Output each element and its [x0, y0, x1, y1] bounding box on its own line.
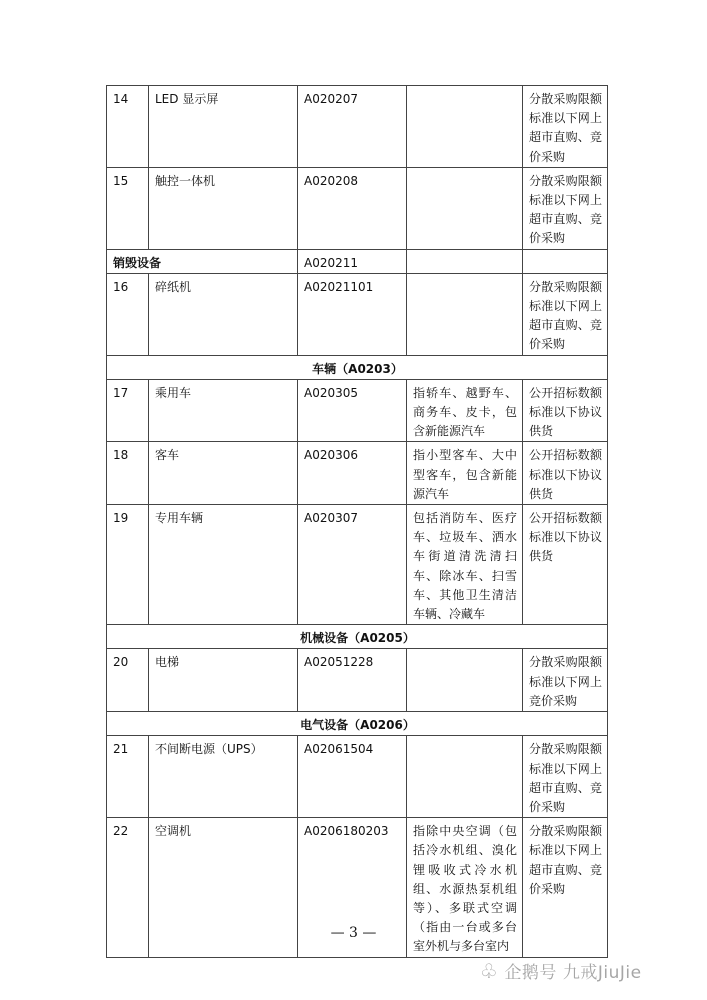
- item-name: 乘用车: [149, 379, 298, 442]
- watermark-text: 企鹅号 九戒JiuJie: [504, 963, 642, 983]
- item-name: 客车: [149, 442, 298, 505]
- procurement-method: 分散采购限额标准以下网上超市直购、竞价采购: [523, 736, 608, 818]
- item-note: 指除中央空调（包括冷水机组、溴化锂吸收式冷水机组、水源热泵机组等）、多联式空调（指由一台或多台室外机与多台室内: [407, 818, 523, 957]
- item-note: [407, 273, 523, 355]
- item-code: A020307: [298, 505, 407, 625]
- procurement-method: 分散采购限额标准以下网上超市直购、竞价采购: [523, 86, 608, 168]
- group-code: A020211: [298, 249, 407, 273]
- item-name: 碎纸机: [149, 273, 298, 355]
- item-note: 包括消防车、医疗车、垃圾车、洒水车街道清洗清扫车、除冰车、扫雪车、其他卫生清洁车辆、冷藏车: [407, 505, 523, 625]
- row-number: 19: [107, 505, 149, 625]
- section-title: 电气设备（A0206）: [107, 712, 608, 736]
- item-code: A0206180203: [298, 818, 407, 957]
- item-name: 不间断电源（UPS）: [149, 736, 298, 818]
- table-row: [107, 649, 608, 712]
- item-note: [407, 649, 523, 712]
- section-title: 车辆（A0203）: [107, 355, 608, 379]
- row-number: 22: [107, 818, 149, 957]
- row-number: 15: [107, 167, 149, 249]
- group-name: 销毁设备: [107, 249, 298, 273]
- row-number: 17: [107, 379, 149, 442]
- item-code: A02021101: [298, 273, 407, 355]
- watermark: [480, 958, 642, 983]
- item-note: [407, 86, 523, 168]
- procurement-method: 分散采购限额标准以下网上竞价采购: [523, 649, 608, 712]
- item-note: 指轿车、越野车、商务车、皮卡，包含新能源汽车: [407, 379, 523, 442]
- table-row: [107, 736, 608, 818]
- table-row: [107, 625, 608, 649]
- item-note: 指小型客车、大中型客车，包含新能源汽车: [407, 442, 523, 505]
- item-code: A020207: [298, 86, 407, 168]
- table-row: [107, 273, 608, 355]
- penguin-icon: ♧: [480, 959, 499, 983]
- procurement-method: 分散采购限额标准以下网上超市直购、竞价采购: [523, 818, 608, 957]
- procurement-method: 公开招标数额标准以下协议供货: [523, 442, 608, 505]
- item-code: A020208: [298, 167, 407, 249]
- item-name: 专用车辆: [149, 505, 298, 625]
- row-number: 18: [107, 442, 149, 505]
- procurement-method: 分散采购限额标准以下网上超市直购、竞价采购: [523, 273, 608, 355]
- procurement-method: 分散采购限额标准以下网上超市直购、竞价采购: [523, 167, 608, 249]
- row-number: 20: [107, 649, 149, 712]
- empty-cell: [523, 249, 608, 273]
- item-code: A02061504: [298, 736, 407, 818]
- table-row: [107, 505, 608, 625]
- item-code: A020305: [298, 379, 407, 442]
- row-number: 21: [107, 736, 149, 818]
- table-row: [107, 379, 608, 442]
- row-number: 14: [107, 86, 149, 168]
- item-name: LED 显示屏: [149, 86, 298, 168]
- procurement-table: [106, 85, 608, 958]
- row-number: 16: [107, 273, 149, 355]
- item-note: [407, 167, 523, 249]
- item-name: 触控一体机: [149, 167, 298, 249]
- table-row: [107, 249, 608, 273]
- page-number: — 3 —: [330, 925, 377, 941]
- table-row: [107, 167, 608, 249]
- item-code: A020306: [298, 442, 407, 505]
- table-row: [107, 86, 608, 168]
- procurement-method: 公开招标数额标准以下协议供货: [523, 379, 608, 442]
- table-row: [107, 712, 608, 736]
- procurement-method: 公开招标数额标准以下协议供货: [523, 505, 608, 625]
- empty-cell: [407, 249, 523, 273]
- item-note: [407, 736, 523, 818]
- table-row: [107, 442, 608, 505]
- table-row: [107, 355, 608, 379]
- section-title: 机械设备（A0205）: [107, 625, 608, 649]
- item-code: A02051228: [298, 649, 407, 712]
- item-name: 空调机: [149, 818, 298, 957]
- item-name: 电梯: [149, 649, 298, 712]
